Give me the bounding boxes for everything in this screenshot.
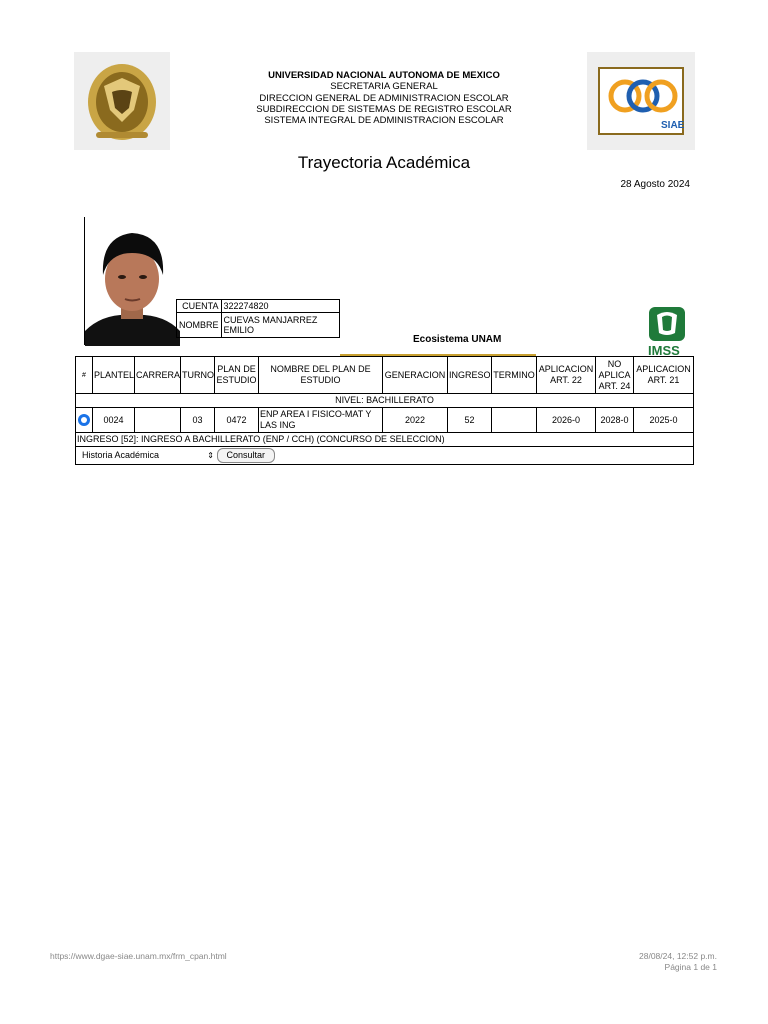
ingreso-row — [76, 433, 694, 447]
header-line-1: UNIVERSIDAD NACIONAL AUTONOMA DE MEXICO — [268, 70, 500, 81]
table-row — [76, 408, 694, 433]
cell-plantel: 0024 — [93, 408, 135, 433]
unam-logo — [74, 52, 170, 150]
select-arrows-icon: ⇕ — [207, 451, 214, 460]
cell-art22: 2026-0 — [537, 408, 596, 433]
student-photo — [85, 227, 180, 346]
siae-logo — [587, 52, 695, 150]
col-header-carrera: CARRERA — [135, 357, 181, 394]
siae-logo-icon — [587, 52, 695, 150]
header-line-3: DIRECCION GENERAL DE ADMINISTRACION ESCOLAR — [259, 92, 509, 104]
cell-plan: 0472 — [215, 408, 259, 433]
col-header-art21: APLICACION ART. 21 — [634, 357, 694, 394]
nivel-label: NIVEL: BACHILLERATO — [76, 394, 694, 408]
row-select-radio[interactable] — [78, 414, 90, 426]
col-header-termino: TERMINO — [492, 357, 537, 394]
col-header-turno: TURNO — [181, 357, 215, 394]
actions-cell — [76, 447, 694, 465]
nombre-label: NOMBRE — [177, 313, 222, 338]
imss-logo — [646, 305, 688, 357]
cuenta-value: 322274820 — [221, 300, 339, 313]
trajectory-table — [75, 356, 694, 465]
siae-logo-text: SIAE — [661, 120, 685, 131]
col-header-number: # — [76, 357, 93, 394]
cell-ingreso: 52 — [448, 408, 492, 433]
ingreso-description: INGRESO [52]: INGRESO A BACHILLERATO (ENP / CCH) (CONCURSO DE SELECCION) — [76, 433, 694, 447]
history-select-value: Historia Académica — [82, 450, 160, 460]
footer-page: Página 1 de 1 — [664, 962, 717, 972]
col-header-plan: PLAN DE ESTUDIO — [215, 357, 259, 394]
imss-logo-icon — [646, 305, 688, 357]
cell-art21: 2025-0 — [634, 408, 694, 433]
col-header-art22: APLICACION ART. 22 — [537, 357, 596, 394]
row-radio-cell[interactable] — [76, 408, 93, 433]
cell-generacion: 2022 — [383, 408, 448, 433]
cell-turno: 03 — [181, 408, 215, 433]
footer-datetime: 28/08/24, 12:52 p.m. — [639, 951, 717, 961]
unam-crest-icon — [74, 52, 170, 150]
actions-row — [76, 447, 694, 465]
table-header-row — [76, 357, 694, 394]
institution-header — [230, 70, 538, 126]
header-line-5: SISTEMA INTEGRAL DE ADMINISTRACION ESCOLAR — [264, 115, 504, 127]
report-date: 28 Agosto 2024 — [620, 179, 690, 190]
ecosistema-label: Ecosistema UNAM — [413, 334, 502, 345]
footer-url: https://www.dgae-siae.unam.mx/frm_cpan.html — [50, 951, 227, 961]
imss-logo-text: IMSS — [648, 343, 680, 357]
student-info-table — [176, 299, 340, 338]
page-title: Trayectoria Académica — [297, 153, 471, 172]
col-header-ingreso: INGRESO — [448, 357, 492, 394]
history-select[interactable] — [82, 450, 214, 461]
nombre-value: CUEVAS MANJARREZ EMILIO — [221, 313, 339, 338]
header-line-2: SECRETARIA GENERAL — [330, 81, 438, 93]
cell-carrera — [135, 408, 181, 433]
consultar-button[interactable]: Consultar — [217, 448, 276, 463]
cell-art24: 2028-0 — [596, 408, 634, 433]
col-header-art24: NO APLICA ART. 24 — [596, 357, 634, 394]
student-photo-icon — [85, 227, 180, 346]
col-header-plantel: PLANTEL — [93, 357, 135, 394]
nivel-row — [76, 394, 694, 408]
header-line-4: SUBDIRECCION DE SISTEMAS DE REGISTRO ESCOLAR — [256, 103, 512, 115]
cell-termino — [492, 408, 537, 433]
cuenta-label: CUENTA — [177, 300, 222, 313]
cell-nombre-plan: ENP AREA I FISICO-MAT Y LAS ING — [259, 408, 383, 433]
col-header-generacion: GENERACION — [383, 357, 448, 394]
col-header-nombre-plan: NOMBRE DEL PLAN DE ESTUDIO — [259, 357, 383, 394]
